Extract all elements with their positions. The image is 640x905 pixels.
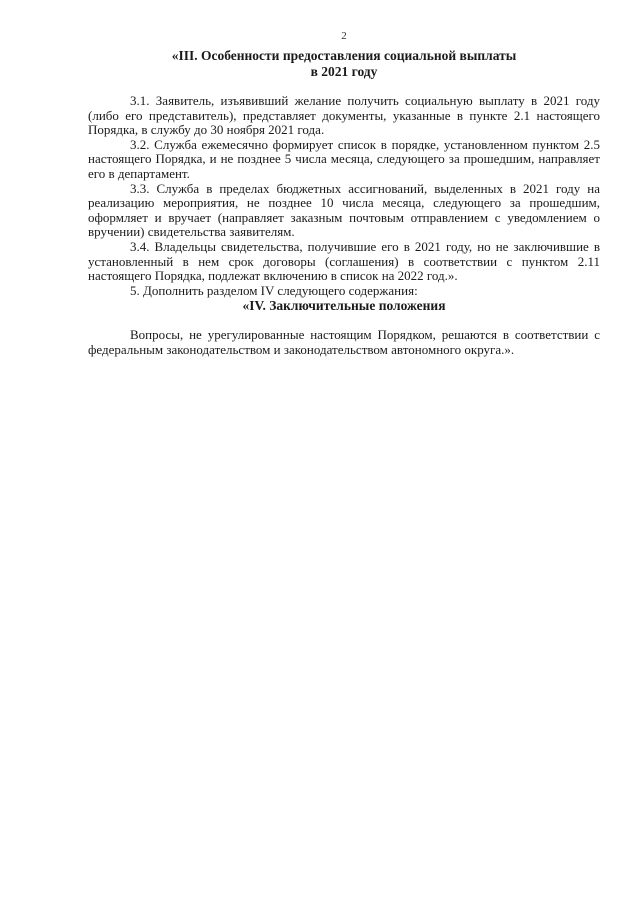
- section-3-heading: [88, 48, 600, 80]
- paragraph-4-1: Вопросы, не урегулированные настоящим Порядком, решаются в соответствии с федеральным законодательством и законодательством автономного округа.».: [88, 327, 600, 357]
- paragraph-amendment-5: 5. Дополнить разделом IV следующего содержания:: [130, 282, 418, 298]
- paragraph-3-4: 3.4. Владельцы свидетельства, получившие его в 2021 году, но не заключившие в установленный в нем срок договоры (соглашения) в соответствии с пунктом 2.11 настоящего Порядка, подлежат включению в список на 2022 год.».: [88, 238, 600, 284]
- page-number: 2: [341, 30, 347, 42]
- paragraph-3-1: 3.1. Заявитель, изъявивший желание получить социальную выплату в 2021 году (либо его представитель), представляет документы, указанные в пункте 2.1 настоящего Порядка, в службу до 30 ноября 2021 года.: [88, 93, 600, 138]
- paragraph-3-2: 3.2. Служба ежемесячно формирует список в порядке, установленном пунктом 2.5 настоящего Порядка, и не позднее 5 числа месяца, следующего за прошедшим, направляет его в департамент.: [88, 136, 600, 181]
- section-4-heading: «IV. Заключительные положения: [242, 298, 446, 314]
- section-3-heading-line-2: в 2021 году: [310, 64, 378, 79]
- section-3-heading-line-1: «III. Особенности предоставления социальной выплаты: [171, 48, 517, 63]
- paragraph-3-3: 3.3. Служба в пределах бюджетных ассигнований, выделенных в 2021 году на реализацию мероприятия, не позднее 10 числа месяца, следующего за прошедшим, оформляет и вручает (направляет заказным почтовым отправлением с уведомлением о вручении) свидетельства заявителям.: [88, 180, 600, 240]
- document-body: [88, 94, 600, 358]
- spacer: [88, 314, 600, 328]
